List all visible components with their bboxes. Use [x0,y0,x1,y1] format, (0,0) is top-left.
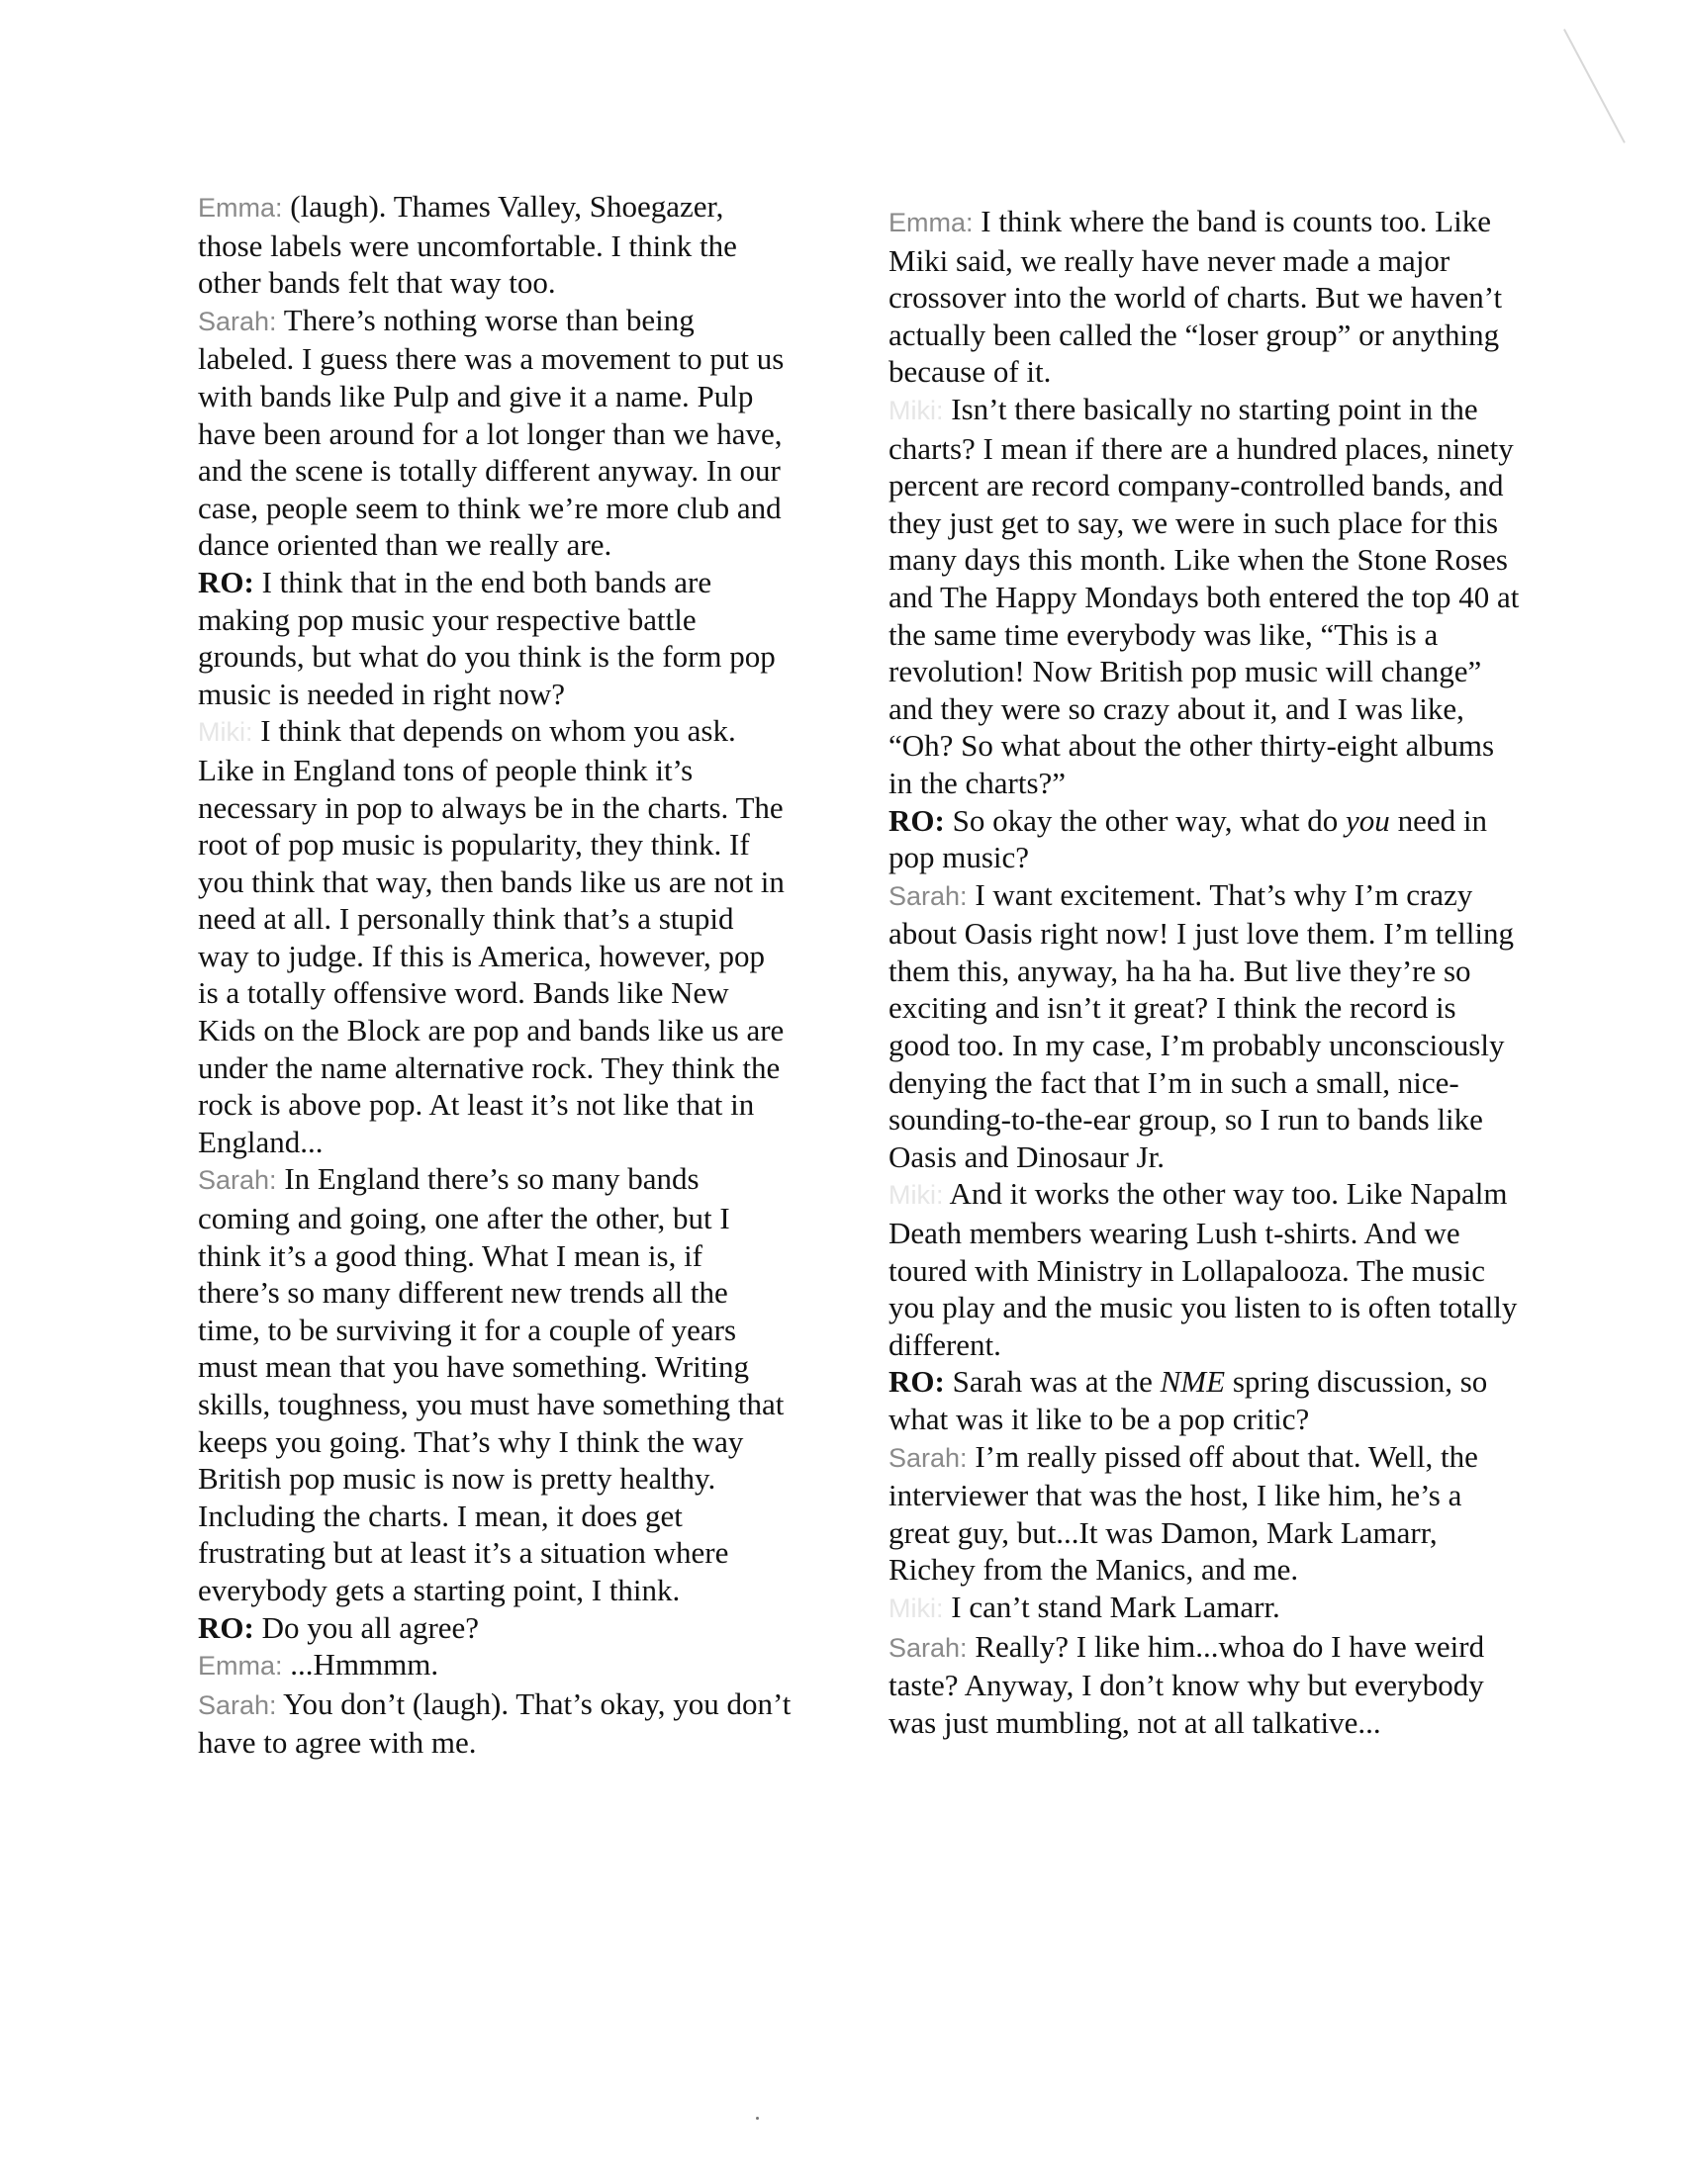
dialogue-text: Really? I like him...whoa do I have weird taste? Anyway, I don’t know why but everybody was just mumbling, not at all talkative... [888,1628,1485,1740]
speaker-label: Sarah: [888,1632,968,1663]
speaker-label: Miki: [888,1592,944,1623]
left-turn [198,564,792,712]
right-turn [888,1628,1522,1742]
dialogue-text: I think where the band is counts too. Like Miki said, we really have never made a major crossover into the world of charts. But we haven’t actually been called the “loser group” or anything because of it. [888,204,1503,390]
speaker-label: Miki: [888,395,944,425]
left-turn [198,1609,792,1647]
dialogue-text: (laugh). Thames Valley, Shoegazer, those labels were uncomfortable. I think the other bands felt that way too. [198,189,737,301]
speaker-label: Emma: [198,193,283,223]
right-turn [888,391,1522,802]
speaker-label: RO: [198,1609,254,1645]
dialogue-text: I want excitement. That’s why I’m crazy about Oasis right now! I just love them. I’m telling them this, anyway, ha ha ha. But live they’re so exciting and isn’t it great? I think the record is good too. In my case, I’m probably unconsciously denying the fact that I’m in such a small, nice-sounding-to-the-ear group, so I run to bands like Oasis and Dinosaur Jr. [888,876,1514,1174]
left-turn [198,302,792,564]
dialogue-text: So okay the other way, what do [944,802,1347,838]
scan-mark [1563,29,1626,143]
left-turn [198,1160,792,1608]
speaker-label: Miki: [198,717,253,748]
left-turn [198,712,792,1160]
dialogue-text: You don’t (laugh). That’s okay, you don’t have to agree with me. [198,1685,792,1761]
emphasis-text: NME [1160,1364,1226,1400]
speaker-label: Sarah: [198,1165,277,1196]
dialogue-text: ...Hmmmm. [282,1647,439,1683]
left-turn [198,188,792,302]
dialogue-text: In England there’s so many bands coming and going, one after the other, but I think it’s a good thing. What I mean is, if there’s so many different new trends all the time, to be surviving it for a couple of years must mean that you have something. Writing skills, toughness, you must have something that keeps you going. That’s why I think the way British pop music is now is pretty healthy. Including the charts. I mean, it does get frustrating but at least it’s a situation where everybody gets a starting point, I think. [198,1161,785,1607]
right-turn [888,203,1522,391]
speaker-label: Sarah: [888,1442,968,1473]
speaker-label: RO: [888,1364,945,1400]
dialogue-text: There’s nothing worse than being labeled. I guess there was a movement to put us with bands like Pulp and give it a name. Pulp have been around for a lot longer than we have, and the scene is totally different anyway. In our case, people seem to think we’re more club and dance oriented than we really are. [198,302,785,563]
speaker-label: Sarah: [198,306,277,336]
speaker-label: Sarah: [888,880,968,911]
dialogue-text: Isn’t there basically no starting point in the charts? I mean if there are a hundred places, ninety percent are record company-controlled bands, and they just get to say, we were in such place for this many days this month. Like when the Stone Roses and The Happy Mondays both entered the top 40 at the same time everybody was like, “This is a revolution! Now British pop music will change” and they were so crazy about it, and I was like, “Oh? So what about the other thirty-eight albums in the charts?” [888,391,1520,800]
speaker-label: RO: [888,802,945,838]
right-turn [888,1175,1522,1363]
speaker-label: RO: [198,564,254,599]
left-turn [198,1646,792,1685]
scan-dot [756,2117,759,2120]
dialogue-text: I think that in the end both bands are making pop music your respective battle grounds, but what do you think is the form pop music is needed in right now? [198,564,776,711]
dialogue-text: I think that depends on whom you ask. Like in England tons of people think it’s necessary in pop to always be in the charts. The root of pop music is popularity, they think. If you think that way, then bands like us are not in need at all. I personally think that’s a stupid way to judge. If this is America, however, pop is a totally offensive word. Bands like New Kids on the Block are pop and bands like us are under the name alternative rock. They think the rock is above pop. At least it’s not like that in England... [198,713,785,1159]
right-turn [888,1363,1522,1437]
right-turn [888,802,1522,876]
right-turn [888,1438,1522,1589]
dialogue-text: I’m really pissed off about that. Well, the interviewer that was the host, I like him, he’s a great guy, but...It was Damon, Mark Lamarr, Richey from the Manics, and me. [888,1438,1478,1588]
speaker-label: Miki: [888,1180,944,1211]
right-turn [888,1589,1522,1628]
speaker-label: Sarah: [198,1689,277,1720]
dialogue-text: Sarah was at the [944,1364,1161,1400]
dialogue-text: I can’t stand Mark Lamarr. [943,1589,1280,1624]
left-turn [198,1685,792,1762]
right-column [888,203,1522,1741]
left-column [198,188,792,1762]
dialogue-text: Do you all agree? [253,1609,480,1645]
dialogue-text: need in pop music? [888,802,1487,875]
right-turn [888,876,1522,1176]
dialogue-text: spring discussion, so what was it like to be a pop critic? [888,1364,1488,1436]
emphasis-text: you [1346,802,1390,838]
speaker-label: Emma: [888,208,974,237]
speaker-label: Emma: [198,1651,283,1682]
dialogue-text: And it works the other way too. Like Napalm Death members wearing Lush t-shirts. And we toured with Ministry in Lollapalooza. The music you play and the music you listen to is often totally different. [888,1176,1518,1362]
